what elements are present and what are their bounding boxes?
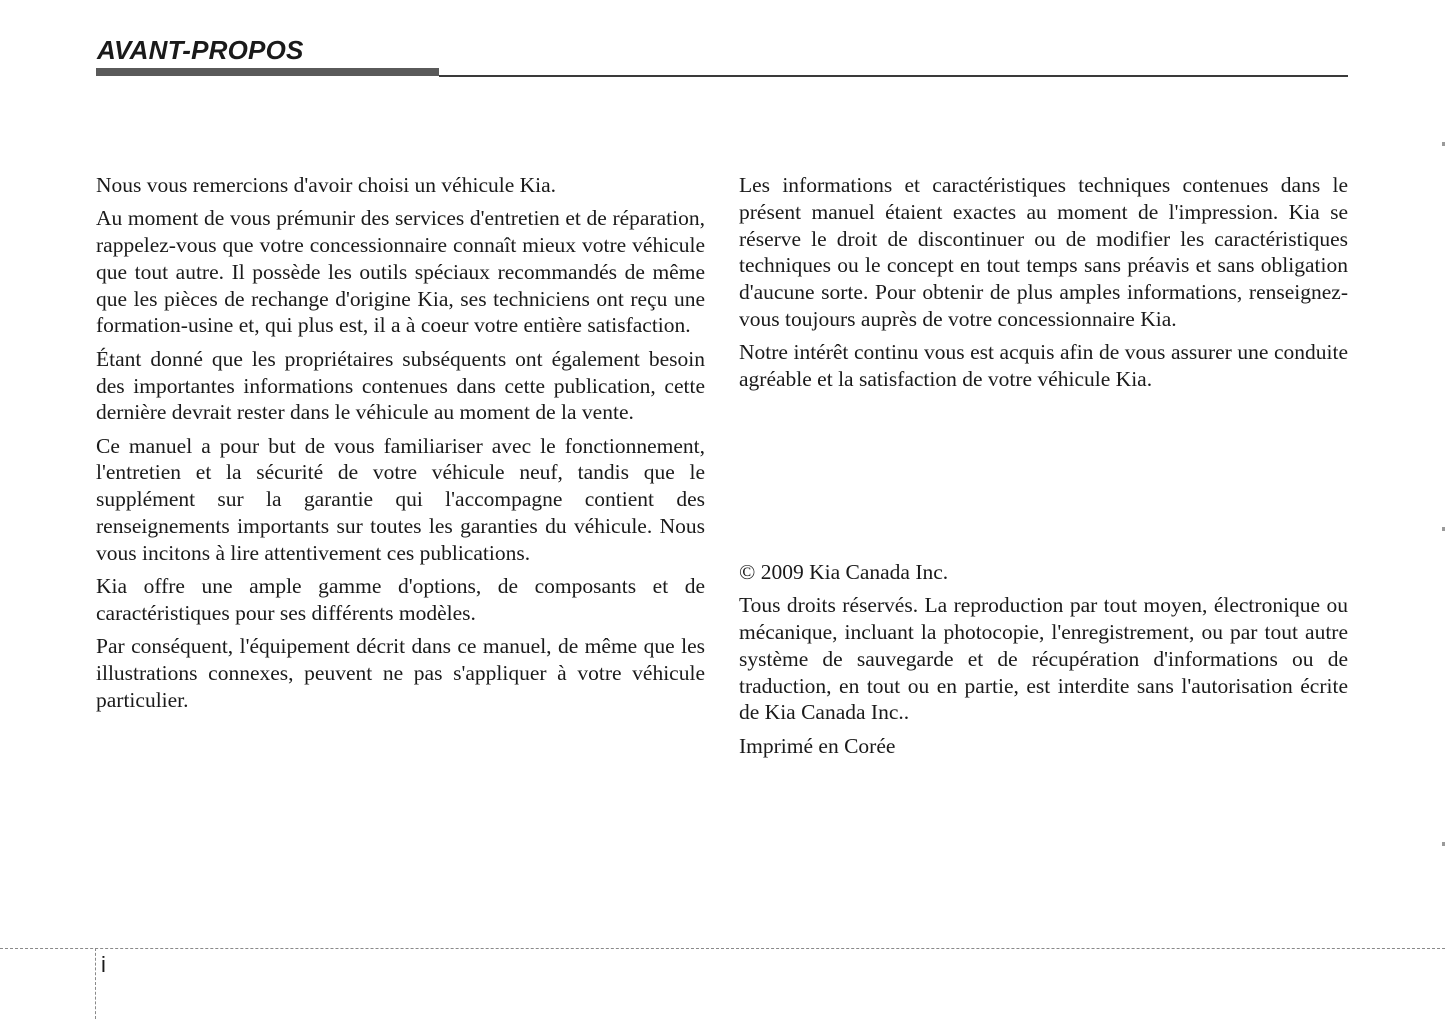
header-rule-thin [439,75,1348,77]
left-column [96,172,705,720]
page-title: AVANT-PROPOS [97,35,304,65]
paragraph-options: Kia offre une ample gamme d'options, de composants et de caractéristiques pour ses différents modèles. [96,574,705,625]
footer-dashed-margin [95,948,96,1019]
paragraph-subsequent-owners: Étant donné que les propriétaires subséquents ont également besoin des importantes informations contenues dans cette publication, cette dernière devrait rester dans le véhicule au moment de la vente. [96,346,705,425]
copyright-rights: Tous droits réservés. La reproduction par tout moyen, électronique ou mécanique, incluant la photocopie, l'enregistrement, ou par tout autre système de sauvegarde et de récupération d'informations ou de traduction, en tout ou en partie, est interdite sans l'autorisation écrite de Kia Canada Inc.. [739,593,1348,725]
header-rule-thick [96,68,439,76]
page-number: i [101,952,106,977]
paragraph-manual-purpose: Ce manuel a pour but de vous familiariser avec le fonctionnement, l'entretien et la sécurité de votre véhicule neuf, tandis que le supplément sur la garantie qui l'accompagne contient des renseignements importants sur toutes les garanties du véhicule. Nous vous incitons à lire attentivement ces publications. [96,433,705,565]
paragraph-interest: Notre intérêt continu vous est acquis afin de vous assurer une conduite agréable et la satisfaction de votre véhicule Kia. [739,340,1348,392]
paragraph-thanks: Nous vous remercions d'avoir choisi un véhicule Kia. [96,173,557,197]
printed-in: Imprimé en Corée [739,733,896,758]
footer-dashed-rule [0,948,1445,949]
copyright-block [739,559,1348,766]
right-column [739,172,1348,399]
paragraph-dealer-service: Au moment de vous prémunir des services d'entretien et de réparation, rappelez-vous que votre concessionnaire connaît mieux votre véhicule que tout autre. Il possède les outils spéciaux recommandés de même que les pièces de rechange d'origine Kia, ses techniciens ont reçu une formation-usine et, qui plus est, il a à coeur votre entière satisfaction. [96,206,705,338]
paragraph-equipment: Par conséquent, l'équipement décrit dans ce manuel, de même que les illustrations connexes, peuvent ne pas s'appliquer à votre véhicule particulier. [96,634,705,712]
paragraph-specifications: Les informations et caractéristiques techniques contenues dans le présent manuel étaient exactes au moment de l'impression. Kia se réserve le droit de discontinuer ou de modifier les caractéristiques techniques ou le concept en tout temps sans préavis et sans obligation d'aucune sorte. Pour obtenir de plus amples informations, renseignez-vous toujours auprès de votre concessionnaire Kia. [739,173,1348,331]
copyright-notice: © 2009 Kia Canada Inc. [739,560,949,584]
